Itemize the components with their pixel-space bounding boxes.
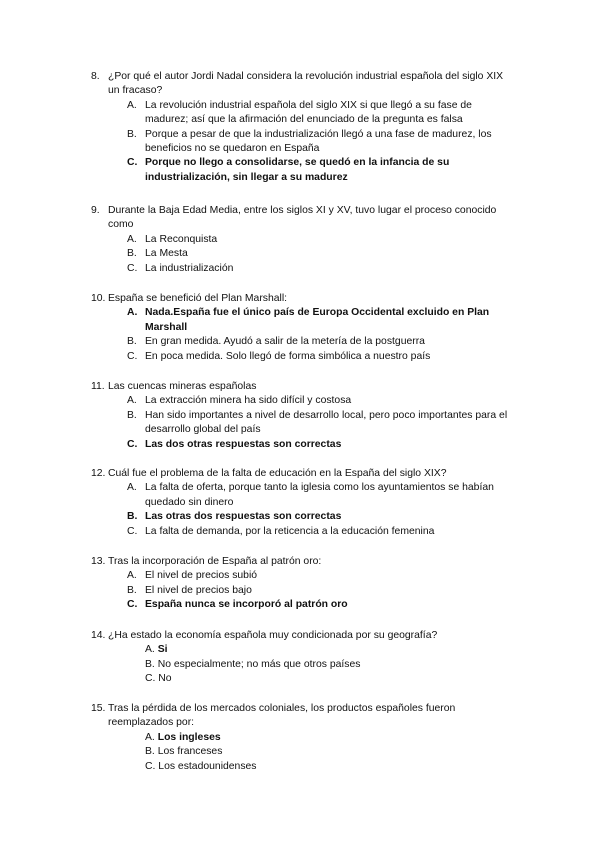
option-letter: C. bbox=[127, 350, 138, 362]
question-stem: ¿Por qué el autor Jordi Nadal considera la revolución industrial española del siglo XIX un fracaso? bbox=[108, 71, 504, 97]
question-number: 10. bbox=[91, 293, 106, 304]
option-a bbox=[0, 233, 600, 247]
option-text: Las dos otras respuestas son correctas bbox=[145, 438, 342, 450]
question-15 bbox=[0, 702, 600, 774]
option-text: La Mesta bbox=[145, 248, 188, 260]
option-c-correct bbox=[0, 438, 600, 452]
option-text: La extracción minera ha sido difícil y costosa bbox=[145, 395, 352, 407]
option-b bbox=[0, 335, 600, 349]
option-letter: C. bbox=[127, 525, 138, 537]
option-c bbox=[0, 350, 600, 364]
question-text bbox=[0, 380, 600, 394]
question-stem: Tras la incorporación de España al patrón oro: bbox=[108, 556, 322, 567]
question-12 bbox=[0, 467, 600, 539]
option-b bbox=[0, 128, 600, 157]
option-b bbox=[0, 584, 600, 598]
question-number: 12. bbox=[91, 468, 106, 479]
option-letter: C. bbox=[127, 438, 138, 450]
option-c bbox=[0, 262, 600, 276]
question-10 bbox=[0, 292, 600, 364]
option-letter: B. bbox=[127, 409, 137, 421]
option-letter: C. bbox=[127, 262, 138, 274]
question-text bbox=[0, 702, 600, 731]
option-c-correct bbox=[0, 156, 600, 185]
question-text bbox=[0, 70, 600, 99]
question-text bbox=[0, 292, 600, 306]
option-text: La Reconquista bbox=[145, 233, 218, 245]
option-letter: A. bbox=[127, 395, 137, 407]
question-8 bbox=[0, 70, 600, 185]
question-9 bbox=[0, 204, 600, 276]
option-letter: A. bbox=[145, 644, 155, 656]
question-stem: Durante la Baja Edad Media, entre los siglos XI y XV, tuvo lugar el proceso conocido como bbox=[108, 205, 497, 231]
question-number: 13. bbox=[91, 556, 106, 567]
option-letter: A. bbox=[145, 731, 155, 743]
option-letter: B. bbox=[127, 584, 137, 596]
option-text: Si bbox=[157, 644, 168, 656]
option-text: La industrialización bbox=[145, 262, 234, 274]
option-text: Han sido importantes a nivel de desarrollo local, pero poco importantes para el desarrollo global del país bbox=[145, 409, 508, 436]
question-number: 11. bbox=[91, 381, 105, 392]
option-text: El nivel de precios subió bbox=[145, 570, 258, 582]
option-text: La revolución industrial española del siglo XIX si que llegó a su fase de madurez; así que la afirmación del enunciado de la pregunta es falsa bbox=[145, 99, 472, 126]
option-text: Las otras dos respuestas son correctas bbox=[145, 511, 342, 523]
question-number: 9. bbox=[91, 205, 100, 216]
option-letter: A. bbox=[127, 482, 137, 494]
option-a bbox=[0, 481, 600, 510]
option-c-correct bbox=[0, 598, 600, 612]
option-text: Porque a pesar de que la industrialización llegó a una fase de madurez, los beneficios no se quedaron en España bbox=[145, 128, 492, 155]
option-letter: A. bbox=[127, 307, 138, 319]
option-b bbox=[0, 409, 600, 438]
option-letter: B. bbox=[127, 128, 137, 140]
option-text: El nivel de precios bajo bbox=[145, 584, 252, 596]
question-text bbox=[0, 204, 600, 233]
option-a bbox=[0, 394, 600, 408]
option-letter: A. bbox=[127, 570, 137, 582]
option-letter: B. bbox=[127, 248, 137, 260]
option-text: No especialmente; no más que otros países bbox=[157, 658, 361, 670]
option-a-correct bbox=[0, 643, 600, 657]
question-14 bbox=[0, 629, 600, 687]
option-text: En poca medida. Solo llegó de forma simbólica a nuestro país bbox=[145, 350, 431, 362]
option-a bbox=[0, 569, 600, 583]
question-11 bbox=[0, 380, 600, 452]
question-number: 14. bbox=[91, 630, 106, 641]
option-text: Porque no llego a consolidarse, se quedó en la infancia de su industrialización, sin llegar a su madurez bbox=[145, 157, 450, 183]
option-b bbox=[0, 658, 600, 672]
option-text: Nada.España fue el único país de Europa Occidental excluido en Plan Marshall bbox=[145, 307, 490, 333]
option-b bbox=[0, 247, 600, 261]
question-text bbox=[0, 629, 600, 643]
option-letter: C. bbox=[127, 599, 138, 611]
option-text: España nunca se incorporó al patrón oro bbox=[145, 599, 348, 611]
question-text bbox=[0, 467, 600, 481]
option-letter: B. bbox=[127, 336, 137, 348]
option-text: Los franceses bbox=[157, 746, 223, 758]
option-text: La falta de demanda, por la reticencia a la educación femenina bbox=[145, 525, 435, 537]
option-b bbox=[0, 745, 600, 759]
option-letter: C. bbox=[145, 673, 156, 685]
question-stem: Las cuencas mineras españolas bbox=[108, 381, 257, 392]
option-letter: B. bbox=[145, 746, 155, 758]
option-letter: C. bbox=[145, 760, 156, 772]
option-a-correct bbox=[0, 731, 600, 745]
question-stem: Tras la pérdida de los mercados coloniales, los productos españoles fueron reemplazados por: bbox=[108, 703, 456, 729]
option-c bbox=[0, 672, 600, 686]
question-13 bbox=[0, 555, 600, 613]
option-letter: B. bbox=[127, 511, 138, 523]
question-number: 8. bbox=[91, 71, 100, 82]
question-stem: Cuál fue el problema de la falta de educación en la España del siglo XIX? bbox=[108, 468, 447, 479]
option-b-correct bbox=[0, 510, 600, 524]
option-a bbox=[0, 99, 600, 128]
option-letter: B. bbox=[145, 658, 155, 670]
question-number: 15. bbox=[91, 703, 106, 714]
question-text bbox=[0, 555, 600, 569]
option-text: En gran medida. Ayudó a salir de la metería de la postguerra bbox=[145, 336, 425, 348]
option-letter: A. bbox=[127, 99, 137, 111]
option-text: No bbox=[158, 673, 172, 685]
option-c bbox=[0, 760, 600, 774]
option-text: Los estadounidenses bbox=[158, 760, 257, 772]
option-text: La falta de oferta, porque tanto la iglesia como los ayuntamientos se habían quedado sin dinero bbox=[145, 482, 494, 508]
option-text: Los ingleses bbox=[157, 731, 221, 743]
option-letter: C. bbox=[127, 157, 138, 169]
question-stem: ¿Ha estado la economía española muy condicionada por su geografía? bbox=[108, 630, 438, 641]
option-a-correct bbox=[0, 306, 600, 335]
option-c bbox=[0, 525, 600, 539]
question-stem: España se benefició del Plan Marshall: bbox=[108, 293, 288, 304]
option-letter: A. bbox=[127, 233, 137, 245]
